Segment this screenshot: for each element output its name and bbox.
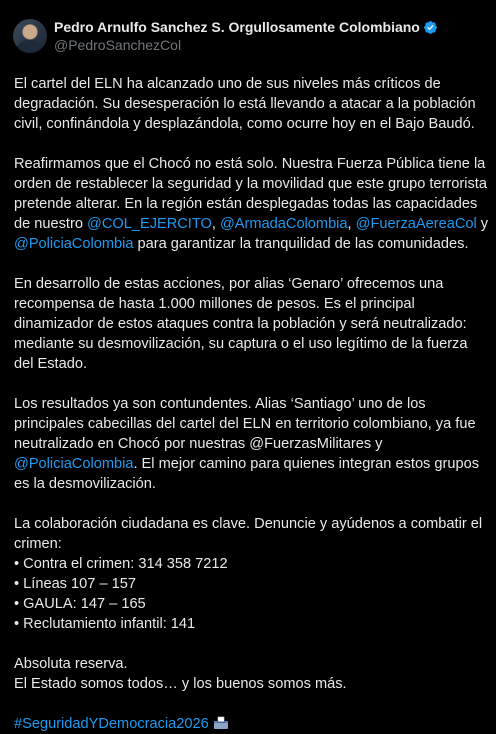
text-line: recompensa de hasta 1.000 millones de pesos. Es el principal xyxy=(14,296,415,312)
paragraph-6 xyxy=(14,654,482,694)
text-segment: para garantizar la tranquilidad de las comunidades. xyxy=(133,236,469,252)
list-item: • Contra el crimen: 314 358 7212 xyxy=(14,556,228,572)
tweet-text xyxy=(14,74,489,734)
text-line: El Estado somos todos… y los buenos somos más. xyxy=(14,676,347,692)
mention-policia-colombia[interactable]: @PoliciaColombia xyxy=(14,236,134,252)
text-line: La colaboración ciudadana es clave. Denuncie y ayúdenos a combatir el xyxy=(14,516,483,532)
paragraph-1 xyxy=(14,74,482,134)
text-line xyxy=(14,214,489,234)
mention-policia-colombia[interactable]: @PoliciaColombia xyxy=(14,456,134,472)
text-line: degradación. Su desesperación lo está llevando a atacar a la población xyxy=(14,96,476,112)
text-segment: . El mejor camino para quienes integran estos grupos xyxy=(133,456,480,472)
text-line: orden de restablecer la seguridad y la movilidad que este grupo terrorista xyxy=(14,176,487,192)
text-line: El cartel del ELN ha alcanzado uno de sus niveles más críticos de xyxy=(14,76,441,92)
mention-fuerza-aerea-col[interactable]: @FuerzaAereaCol xyxy=(355,216,477,232)
tweet-header xyxy=(14,12,482,60)
avatar[interactable] xyxy=(13,19,47,53)
text-line: del Estado. xyxy=(14,356,88,372)
list-item: • GAULA: 147 – 165 xyxy=(14,596,146,612)
text-line: crimen: xyxy=(14,536,62,552)
ballot-box-icon xyxy=(213,716,229,730)
mention-col-ejercito[interactable]: @COL_EJERCITO xyxy=(87,216,212,232)
text-line: Reafirmamos que el Chocó no está solo. Nuestra Fuerza Pública tiene la xyxy=(14,156,486,172)
text-line: En desarrollo de estas acciones, por alias ‘Genaro’ ofrecemos una xyxy=(14,276,444,292)
text-line: pretende alterar. En la región están desplegadas todas las capacidades xyxy=(14,196,478,212)
hashtag-line xyxy=(14,714,482,734)
text-line: civil, confinándola y desplazándola, como ocurre hoy en el Bajo Baudó. xyxy=(14,116,475,132)
display-name[interactable]: Pedro Arnulfo Sanchez S. Orgullosamente Colombiano xyxy=(54,19,420,35)
hashtag-link[interactable]: #SeguridadYDemocracia2026 xyxy=(14,716,209,732)
text-line: dinamizador de estos ataques contra la población y será neutralizado: xyxy=(14,316,467,332)
text-line xyxy=(14,454,482,474)
paragraph-3 xyxy=(14,274,482,374)
text-segment: , xyxy=(211,216,220,232)
mention-armada-colombia[interactable]: @ArmadaColombia xyxy=(219,216,348,232)
text-segment: de nuestro xyxy=(14,216,88,232)
paragraph-2 xyxy=(14,154,489,254)
paragraph-5 xyxy=(14,514,482,634)
text-line xyxy=(14,714,482,734)
text-line: mediante su desmovilización, su captura o el uso legítimo de la fuerza xyxy=(14,336,468,352)
text-line: es la desmovilización. xyxy=(14,476,156,492)
text-line: Los resultados ya son contundentes. Alias ‘Santiago’ uno de los xyxy=(14,396,426,412)
list-item: • Líneas 107 – 157 xyxy=(14,576,136,592)
text-segment: , xyxy=(347,216,356,232)
display-name-row xyxy=(54,18,438,36)
text-line xyxy=(14,234,482,254)
text-line: Absoluta reserva. xyxy=(14,656,128,672)
paragraph-4 xyxy=(14,394,482,494)
list-item: • Reclutamiento infantil: 141 xyxy=(14,616,196,632)
author-names xyxy=(54,18,438,54)
author-handle[interactable]: @PedroSanchezCol xyxy=(54,37,182,53)
text-line: neutralizado en Chocó por nuestras @FuerzasMilitares y xyxy=(14,436,383,452)
text-segment: y xyxy=(476,216,489,232)
text-line: principales cabecillas del cartel del ELN en territorio colombiano, ya fue xyxy=(14,416,476,432)
verified-badge-icon xyxy=(423,20,438,35)
